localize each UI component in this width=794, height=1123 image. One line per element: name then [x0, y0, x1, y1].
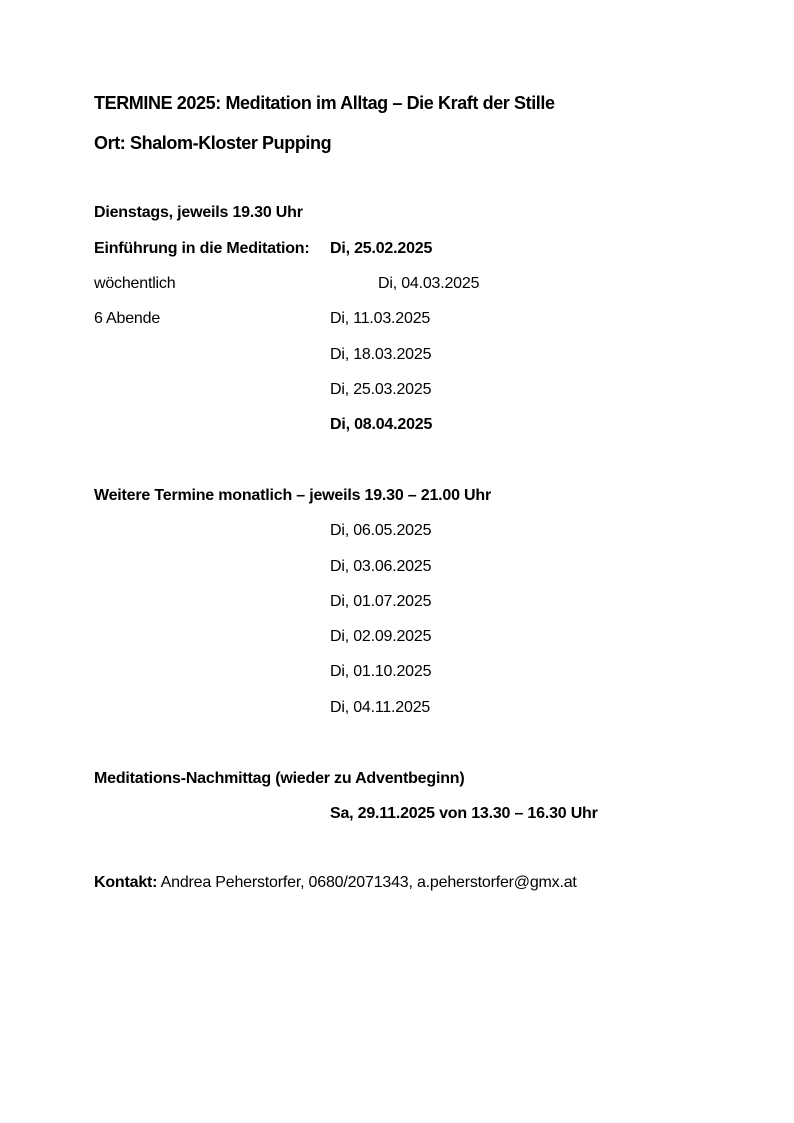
- contact-label: Kontakt:: [94, 874, 158, 891]
- document-title: TERMINE 2025: Meditation im Alltag – Die Kraft der Stille: [94, 93, 555, 113]
- row-date: Di, 04.03.2025: [378, 275, 480, 292]
- row-label: wöchentlich: [94, 275, 176, 292]
- schedule-row: [94, 308, 784, 330]
- schedule-row: [94, 273, 784, 295]
- schedule-date: Di, 01.07.2025: [330, 593, 432, 610]
- afternoon-date: Sa, 29.11.2025 von 13.30 – 16.30 Uhr: [330, 805, 598, 822]
- schedule-date: Di, 06.05.2025: [330, 522, 432, 539]
- schedule-row: [94, 238, 784, 260]
- schedule-date: Di, 18.03.2025: [330, 346, 432, 363]
- row-label: Einführung in die Meditation:: [94, 240, 310, 257]
- weekly-section-heading: Dienstags, jeweils 19.30 Uhr: [94, 204, 303, 221]
- contact-text: Andrea Peherstorfer, 0680/2071343, a.peherstorfer@gmx.at: [160, 874, 577, 891]
- document-location: Ort: Shalom-Kloster Pupping: [94, 133, 332, 153]
- monthly-section-heading: Weitere Termine monatlich – jeweils 19.30 – 21.00 Uhr: [94, 487, 491, 504]
- contact-line: [94, 872, 784, 894]
- schedule-date: Di, 02.09.2025: [330, 628, 432, 645]
- schedule-date: Di, 04.11.2025: [330, 699, 431, 716]
- schedule-date: Di, 25.03.2025: [330, 381, 432, 398]
- row-date: Di, 25.02.2025: [330, 240, 433, 257]
- afternoon-section-heading: Meditations-Nachmittag (wieder zu Adventbeginn): [94, 770, 465, 787]
- schedule-date: Di, 03.06.2025: [330, 558, 432, 575]
- schedule-date: Di, 08.04.2025: [330, 416, 433, 433]
- row-date: Di, 11.03.2025: [330, 310, 431, 327]
- row-label: 6 Abende: [94, 310, 161, 327]
- schedule-date: Di, 01.10.2025: [330, 663, 432, 680]
